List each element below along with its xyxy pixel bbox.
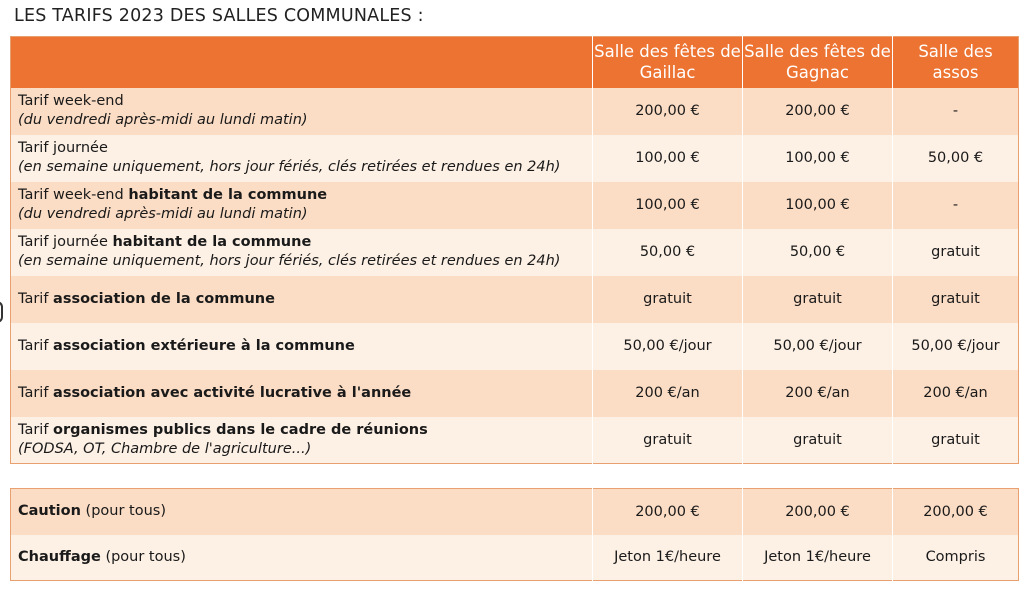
price-gaillac: 100,00 € [593, 182, 743, 229]
row-note: (en semaine uniquement, hors jour fériés, clés retirées et rendues en 24h) [18, 253, 561, 269]
price-gagnac: 200,00 € [743, 88, 893, 135]
caution-table [10, 488, 1019, 581]
price-gaillac: 200 €/an [593, 370, 743, 417]
price-assos: gratuit [893, 229, 1019, 276]
price-gagnac: gratuit [743, 417, 893, 464]
row-label-prefix: Tarif journée [18, 234, 108, 250]
row-label-prefix: Tarif [18, 421, 49, 438]
price-gaillac: 200,00 € [593, 489, 743, 535]
row-note: (en semaine uniquement, hors jour fériés, clés retirées et rendues en 24h) [18, 159, 561, 175]
price-gaillac: 50,00 € [593, 229, 743, 276]
row-label-prefix: Tarif journée [18, 140, 108, 156]
price-assos: gratuit [893, 276, 1019, 323]
row-label-bold: association extérieure à la commune [53, 337, 355, 354]
table-row [11, 135, 1019, 182]
row-label-bold: Caution [18, 503, 81, 520]
header-gaillac: Salle des fêtes de Gaillac [593, 37, 743, 88]
row-label-bold: Chauffage [18, 548, 101, 565]
row-label [11, 88, 593, 135]
table-row [11, 535, 1019, 581]
price-assos: Compris [893, 535, 1019, 581]
row-label-bold: habitant de la commune [112, 234, 312, 250]
header-assos: Salle des assos [893, 37, 1019, 88]
price-assos: - [893, 88, 1019, 135]
table-row [11, 370, 1019, 417]
table-row [11, 489, 1019, 535]
price-gaillac: gratuit [593, 417, 743, 464]
row-label-suffix: (pour tous) [105, 548, 186, 565]
header-gagnac: Salle des fêtes de Gagnac [743, 37, 893, 88]
price-assos: gratuit [893, 417, 1019, 464]
price-gagnac: 200 €/an [743, 370, 893, 417]
price-gagnac: Jeton 1€/heure [743, 535, 893, 581]
pricing-table [10, 36, 1019, 464]
table-row [11, 182, 1019, 229]
row-label [11, 135, 593, 182]
row-label-bold: organismes publics dans le cadre de réunions [53, 421, 428, 438]
row-label-prefix: Tarif [18, 384, 49, 401]
row-label [11, 323, 593, 370]
row-note: (FODSA, OT, Chambre de l'agriculture...) [18, 440, 312, 457]
price-gaillac: 50,00 €/jour [593, 323, 743, 370]
price-assos: - [893, 182, 1019, 229]
row-label-prefix: Tarif week-end [18, 187, 124, 203]
price-gagnac: 100,00 € [743, 182, 893, 229]
header-label-cell [11, 37, 593, 88]
row-label [11, 489, 593, 535]
table-row [11, 417, 1019, 464]
price-gaillac: 200,00 € [593, 88, 743, 135]
price-assos: 200,00 € [893, 489, 1019, 535]
price-gagnac: 50,00 € [743, 229, 893, 276]
price-gaillac: Jeton 1€/heure [593, 535, 743, 581]
row-label-suffix: (pour tous) [85, 503, 166, 520]
page-title: LES TARIFS 2023 DES SALLES COMMUNALES : [14, 6, 424, 26]
table-row [11, 88, 1019, 135]
row-label [11, 370, 593, 417]
price-gagnac: 50,00 €/jour [743, 323, 893, 370]
row-label-prefix: Tarif [18, 290, 49, 307]
row-note: (du vendredi après-midi au lundi matin) [18, 206, 308, 222]
row-label-prefix: Tarif week-end [18, 93, 124, 109]
row-label-bold: association de la commune [53, 290, 275, 307]
price-assos: 50,00 €/jour [893, 323, 1019, 370]
row-note: (du vendredi après-midi au lundi matin) [18, 112, 308, 128]
row-label [11, 182, 593, 229]
table-row [11, 323, 1019, 370]
price-assos: 200 €/an [893, 370, 1019, 417]
row-label [11, 276, 593, 323]
edge-artifact [0, 301, 3, 323]
price-assos: 50,00 € [893, 135, 1019, 182]
price-gagnac: 100,00 € [743, 135, 893, 182]
table-row [11, 276, 1019, 323]
row-label [11, 535, 593, 581]
row-label-bold: association avec activité lucrative à l'année [53, 384, 412, 401]
price-gagnac: gratuit [743, 276, 893, 323]
row-label [11, 417, 593, 464]
table-row [11, 229, 1019, 276]
price-gaillac: gratuit [593, 276, 743, 323]
price-gaillac: 100,00 € [593, 135, 743, 182]
row-label-bold: habitant de la commune [128, 187, 328, 203]
price-gagnac: 200,00 € [743, 489, 893, 535]
row-label-prefix: Tarif [18, 337, 49, 354]
row-label [11, 229, 593, 276]
table-header-row [11, 37, 1019, 88]
